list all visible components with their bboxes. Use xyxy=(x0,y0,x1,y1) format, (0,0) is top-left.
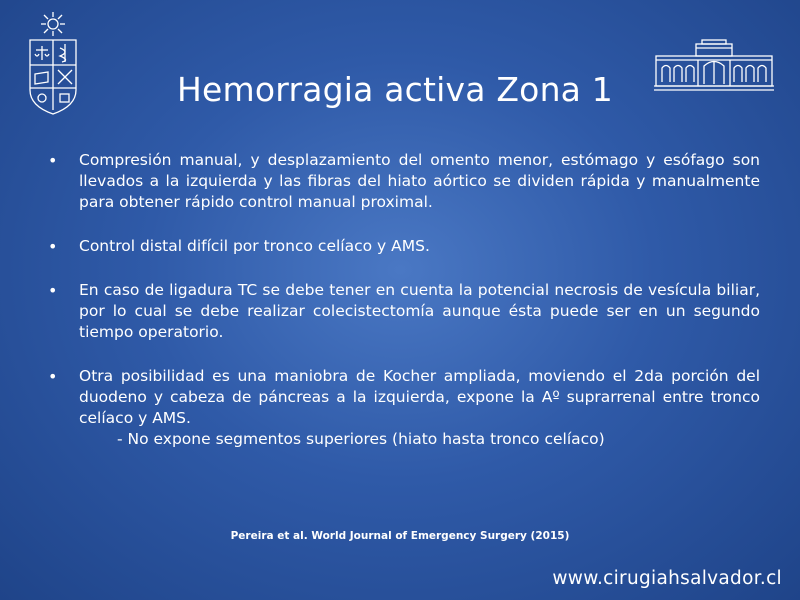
bullet-text: En caso de ligadura TC se debe tener en cuenta la potencial necrosis de vesícula biliar, por lo cual se debe realizar colecistectomía aunque ésta puede ser en un segundo tiempo operatorio. xyxy=(79,281,760,341)
sub-bullet-text: - No expone segmentos superiores (hiato hasta tronco celíaco) xyxy=(117,430,605,448)
university-crest-icon xyxy=(24,10,82,116)
bullet-item xyxy=(48,366,760,450)
bullet-list xyxy=(48,150,760,473)
hospital-building-icon xyxy=(652,38,776,94)
bullet-text: Control distal difícil por tronco celíaco y AMS. xyxy=(79,237,430,255)
bullet-text: Otra posibilidad es una maniobra de Kocher ampliada, moviendo el 2da porción del duodeno y cabeza de páncreas a la izquierda, expone la Aº suprarrenal entre tronco celíaco y AMS. xyxy=(79,367,760,427)
bullet-item xyxy=(48,150,760,213)
bullet-item xyxy=(48,280,760,343)
bullet-item xyxy=(48,236,760,257)
citation: Pereira et al. World Journal of Emergency Surgery (2015) xyxy=(230,530,570,542)
slide-title: Hemorragia activa Zona 1 xyxy=(177,70,613,110)
website-url: www.cirugiahsalvador.cl xyxy=(552,568,782,589)
bullet-text: Compresión manual, y desplazamiento del omento menor, estómago y esófago son llevados a la izquierda y las fibras del hiato aórtico se dividen rápida y manualmente para obtener rápido control manual proximal. xyxy=(79,151,760,211)
